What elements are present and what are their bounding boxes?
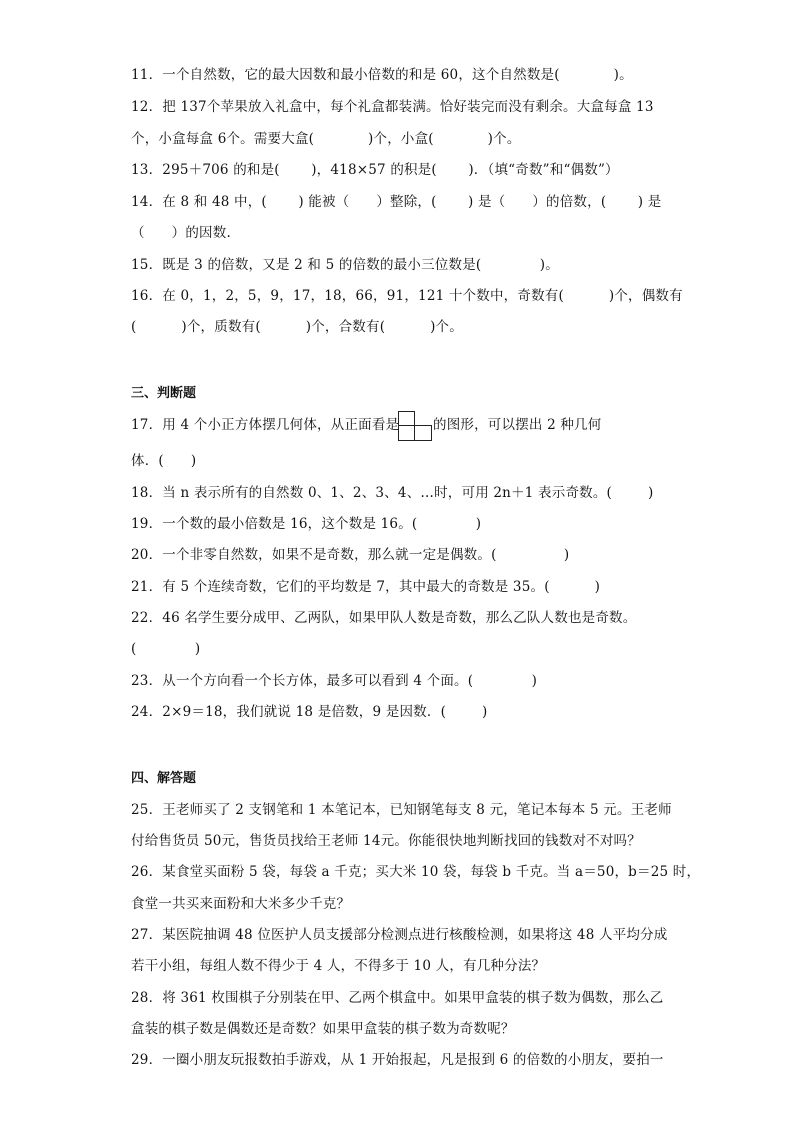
question-22-cont: ( ) xyxy=(131,641,201,657)
question-21: 21．有 5 个连续奇数，它们的平均数是 7，其中最大的奇数是 35。( ) xyxy=(131,579,601,595)
question-15: 15．既是 3 的倍数，又是 2 和 5 的倍数的最小三位数是( )。 xyxy=(131,257,559,273)
question-16: 16．在 0，1，2，5，9，17，18，66，91，121 十个数中，奇数有( )个，偶数有 xyxy=(131,288,683,304)
question-12-cont: 个，小盒每盒 6个。需要大盒( )个，小盒( )个。 xyxy=(131,131,521,147)
front-view-figure xyxy=(398,411,432,441)
question-17-suffix: 的图形，可以摆出 2 种几何 xyxy=(433,417,602,433)
question-29: 29．一圈小朋友玩报数拍手游戏，从 1 开始报起，凡是报到 6 的倍数的小朋友，要拍一 xyxy=(131,1052,664,1068)
question-18: 18．当 n 表示所有的自然数 0、1、2、3、4、…时，可用 2n＋1 表示奇数。( ) xyxy=(131,485,654,501)
question-26: 26．某食堂买面粉 5 袋，每袋 a 千克；买大米 10 袋，每袋 b 千克。当 a＝50，b＝25 时， xyxy=(131,864,701,880)
question-28: 28．将 361 枚围棋子分别装在甲、乙两个棋盒中。如果甲盒装的棋子数为偶数，那么乙 xyxy=(131,990,664,1006)
question-25-cont: 付给售货员 50元，售货员找给王老师 14元。你能很快地判断找回的钱数对不对吗？ xyxy=(131,833,641,849)
question-14: 14．在 8 和 48 中，( ) 能被（ ）整除，( ) 是（ ）的倍数，( ) 是 xyxy=(131,194,662,210)
question-27-cont: 若干小组，每组人数不得少于 4 人，不得多于 10 人，有几种分法？ xyxy=(131,958,546,974)
question-24: 24．2×9＝18，我们就说 18 是倍数，9 是因数．( ) xyxy=(131,704,488,720)
question-11: 11．一个自然数，它的最大因数和最小倍数的和是 60，这个自然数是( )。 xyxy=(131,67,633,83)
question-20: 20．一个非零自然数，如果不是奇数，那么就一定是偶数。( ) xyxy=(131,547,570,563)
question-26-cont: 食堂一共买来面粉和大米多少千克？ xyxy=(131,896,351,912)
question-16-cont: ( )个，质数有( )个，合数有( )个。 xyxy=(131,319,463,335)
question-25: 25．王老师买了 2 支钢笔和 1 本笔记本，已知钢笔每支 8 元，笔记本每本 5 元。王老师 xyxy=(131,802,672,818)
section-heading-answer: 四、解答题 xyxy=(131,771,197,786)
question-17-prefix: 17．用 4 个小正方体摆几何体，从正面看是 xyxy=(131,417,400,433)
question-22: 22．46 名学生要分成甲、乙两队，如果甲队人数是奇数，那么乙队人数也是奇数。 xyxy=(131,610,637,626)
question-19: 19．一个数的最小倍数是 16，这个数是 16。( ) xyxy=(131,516,482,532)
question-27: 27．某医院抽调 48 位医护人员支援部分检测点进行核酸检测，如果将这 48 人平均分成 xyxy=(131,927,668,943)
question-17-cont: 体．( ) xyxy=(131,453,197,469)
question-28-cont: 盒装的棋子数是偶数还是奇数？如果甲盒装的棋子数为奇数呢？ xyxy=(131,1021,515,1037)
question-12: 12．把 137个苹果放入礼盒中，每个礼盒都装满。恰好装完而没有剩余。大盒每盒 13 xyxy=(131,99,654,115)
question-14-cont: （ ）的因数. xyxy=(131,225,231,241)
question-13: 13．295＋706 的和是( )，418×57 的积是( )．（填“奇数”和“偶数”） xyxy=(131,162,619,178)
question-23: 23．从一个方向看一个长方体，最多可以看到 4 个面。( ) xyxy=(131,673,538,689)
section-heading-judge: 三、判断题 xyxy=(131,386,197,401)
